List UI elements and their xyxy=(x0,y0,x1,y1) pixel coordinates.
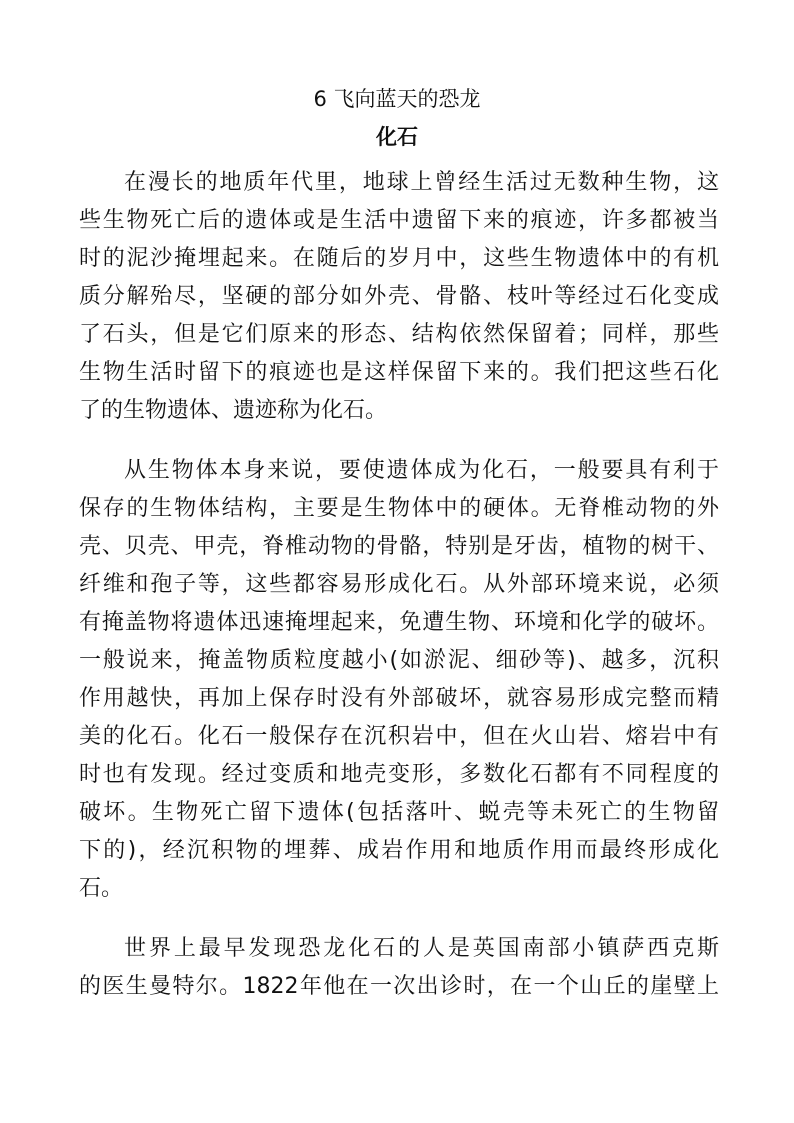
body-text-line: 美的化石。化石一般保存在沉积岩中，但在火山岩、熔岩中有 xyxy=(79,724,719,749)
body-text-line: 的医生曼特尔。1822年他在一次出诊时，在一个山丘的崖壁上 xyxy=(79,974,719,999)
body-text-line: 一般说来，掩盖物质粒度越小(如淤泥、细砂等)、越多，沉积 xyxy=(79,648,719,673)
body-text-line: 保存的生物体结构，主要是生物体中的硬体。无脊椎动物的外 xyxy=(79,496,719,521)
body-text-line: 世界上最早发现恐龙化石的人是英国南部小镇萨西克斯 xyxy=(124,936,719,961)
body-text-line: 时的泥沙掩埋起来。在随后的岁月中，这些生物遗体中的有机 xyxy=(79,246,719,271)
body-text-line: 在漫长的地质年代里，地球上曾经生活过无数种生物，这 xyxy=(124,170,719,195)
body-text-line: 时也有发现。经过变质和地壳变形，多数化石都有不同程度的 xyxy=(79,762,719,787)
body-text-line: 壳、贝壳、甲壳，脊椎动物的骨骼，特别是牙齿，植物的树干、 xyxy=(79,534,719,559)
page-title: 6 飞向蓝天的恐龙 xyxy=(313,87,481,111)
body-text-line: 些生物死亡后的遗体或是生活中遗留下来的痕迹，许多都被当 xyxy=(79,208,719,233)
body-text-line: 生物生活时留下的痕迹也是这样保留下来的。我们把这些石化 xyxy=(79,360,719,385)
body-text-line: 了的生物遗体、遗迹称为化石。 xyxy=(79,398,388,423)
body-text-line: 纤维和孢子等，这些都容易形成化石。从外部环境来说，必须 xyxy=(79,572,719,597)
body-text-line: 作用越快，再加上保存时没有外部破坏，就容易形成完整而精 xyxy=(79,686,719,711)
body-text-line: 破坏。生物死亡留下遗体(包括落叶、蜕壳等未死亡的生物留 xyxy=(79,800,719,825)
body-text-line: 了石头，但是它们原来的形态、结构依然保留着；同样，那些 xyxy=(79,322,719,347)
section-title: 化石 xyxy=(376,125,418,149)
body-text-line: 有掩盖物将遗体迅速掩埋起来，免遭生物、环境和化学的破坏。 xyxy=(79,610,719,635)
body-text-line: 下的)，经沉积物的埋葬、成岩作用和地质作用而最终形成化 xyxy=(79,838,719,863)
body-text-line: 从生物体本身来说，要使遗体成为化石，一般要具有利于 xyxy=(124,458,719,483)
body-text-line: 石。 xyxy=(79,876,124,901)
body-text-line: 质分解殆尽，坚硬的部分如外壳、骨骼、枝叶等经过石化变成 xyxy=(79,284,719,309)
